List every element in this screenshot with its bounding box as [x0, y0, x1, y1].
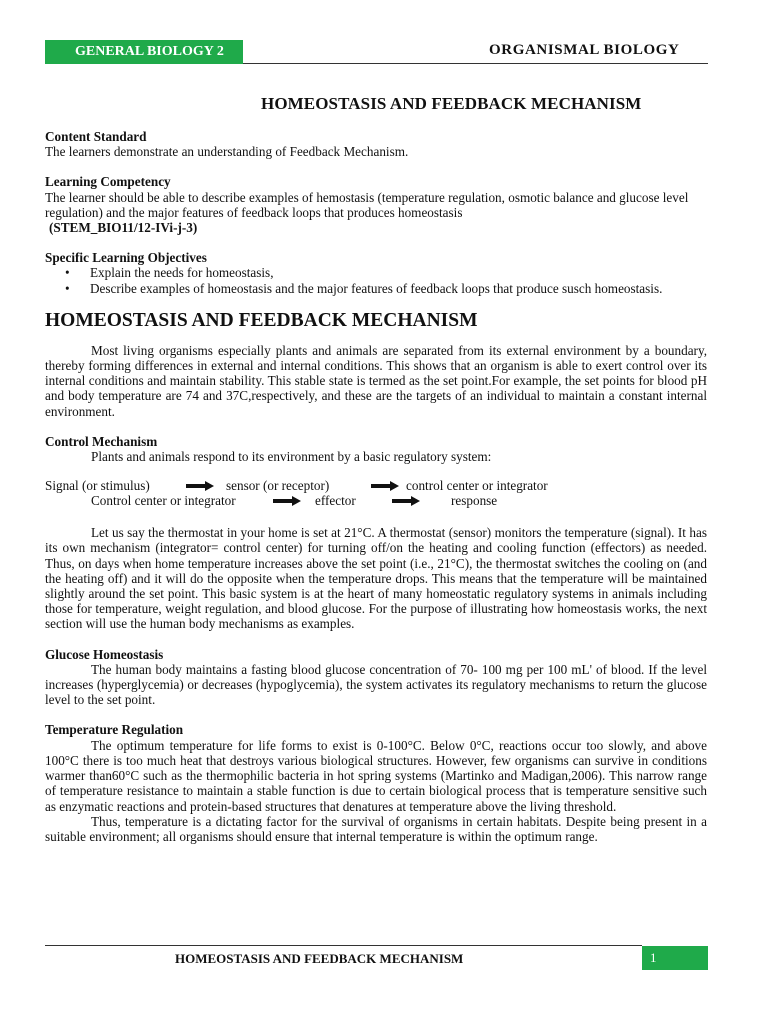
arrow-right-icon [273, 496, 301, 506]
footer-title: HOMEOSTASIS AND FEEDBACK MECHANISM [175, 951, 464, 966]
learning-competency-heading: Learning Competency [45, 174, 171, 190]
temperature-paragraph-1: The optimum temperature for life forms to exist is 0-100°C. Below 0°C, reactions occur too slowly, and above 100°C there is too much heat that destroys various biological structures. However, few organisms can survive in conditions warmer than60°C such as the thermophilic bacteria in hot spring systems (Martinko and Madigan,2006). This narrow range of temperature resistance to maintain a stable function is due to certain biological process that is temperature sensitive such as enzymatic reactions and protein-based structures that denatures at temperature above the living threshold. [45, 737, 707, 814]
glucose-text: The human body maintains a fasting blood glucose concentration of 70- 100 mg per 100 mL' of blood. If the level increases (hyperglycemia) or decreases (hypoglycemia), the system activates its regulatory mechanisms to return the glucose level to the set point. [45, 661, 707, 708]
flow-step: effector [315, 493, 356, 509]
flow-step: Signal (or stimulus) [45, 478, 150, 494]
flow-step: response [451, 493, 498, 509]
objectives-list [45, 265, 707, 295]
content-standard-text: The learners demonstrate an understanding of Feedback Mechanism. [45, 144, 409, 160]
learning-competency-text: The learner should be able to describe examples of hemostasis (temperature regulation, osmotic balance and glucose level regulation) and the major features of feedback loops that produces homeostasis [45, 189, 689, 220]
document-body [45, 129, 707, 844]
page-number-badge [642, 946, 708, 970]
objectives-heading: Specific Learning Objectives [45, 250, 207, 266]
flow-step: sensor (or receptor) [226, 478, 330, 494]
arrow-right-icon [371, 481, 399, 491]
subject-label: ORGANISMAL BIOLOGY [489, 42, 680, 58]
objective-item: • Explain the needs for homeostasis, [45, 265, 707, 280]
flow-step: control center or integrator [406, 478, 548, 494]
temperature-heading: Temperature Regulation [45, 722, 184, 738]
competency-code: (STEM_BIO11/12-IVi-j-3) [49, 220, 198, 236]
header-divider [243, 63, 708, 64]
page-number: 1 [650, 950, 657, 965]
objective-item: • Describe examples of homeostasis and the major features of feedback loops that produce susch homeostasis. [45, 281, 707, 296]
course-label: GENERAL BIOLOGY 2 [75, 44, 224, 59]
glucose-heading: Glucose Homeostasis [45, 646, 164, 662]
page-title: HOMEOSTASIS AND FEEDBACK MECHANISM [261, 94, 642, 113]
content-standard-heading: Content Standard [45, 129, 147, 144]
arrow-right-icon [392, 496, 420, 506]
regulatory-flow [45, 478, 707, 510]
course-badge [45, 40, 243, 64]
arrow-right-icon [186, 481, 214, 491]
control-heading: Control Mechanism [45, 433, 158, 449]
flow-step: Control center or integrator [91, 493, 236, 509]
footer-divider [45, 945, 642, 946]
temperature-paragraph-2: Thus, temperature is a dictating factor for the survival of organisms in certain habitats. Despite being present in a suitable environment; all organisms should ensure that internal temperature is within the optimum range. [45, 813, 707, 844]
thermostat-paragraph: Let us say the thermostat in your home is set at 21°C. A thermostat (sensor) monitors the temperature (signal). It has its own mechanism (integrator= control center) for turning off/on the heating and cooling function (effectors) as needed. Thus, on days when home temperature increases above the set point (i.e., 21°C), the thermostat switches the cooling on (and the heating off) and it will do the opposite when the temperature drops. This means that the temperature will be maintained slightly around the set point. This basic system is at the heart of many homeostatic regulatory systems in animals including those for temperature, weight regulation, and blood glucose. For the purpose of illustrating how homeostasis works, the next section will use the human body mechanisms as examples. [45, 525, 707, 632]
section-title: HOMEOSTASIS AND FEEDBACK MECHANISM [45, 309, 478, 331]
intro-paragraph: Most living organisms especially plants and animals are separated from its external environment by a boundary, thereby forming differences in external and internal conditions. This shows that an organism is able to exert control over its internal conditions and maintain stability. This stable state is termed as the set point.For example, the set points for blood pH and body temperature are 74 and 37C,respectively, and these are the targets of an individual to maintain a constant internal environment. [45, 342, 707, 419]
control-intro: Plants and animals respond to its environment by a basic regulatory system: [91, 449, 492, 465]
